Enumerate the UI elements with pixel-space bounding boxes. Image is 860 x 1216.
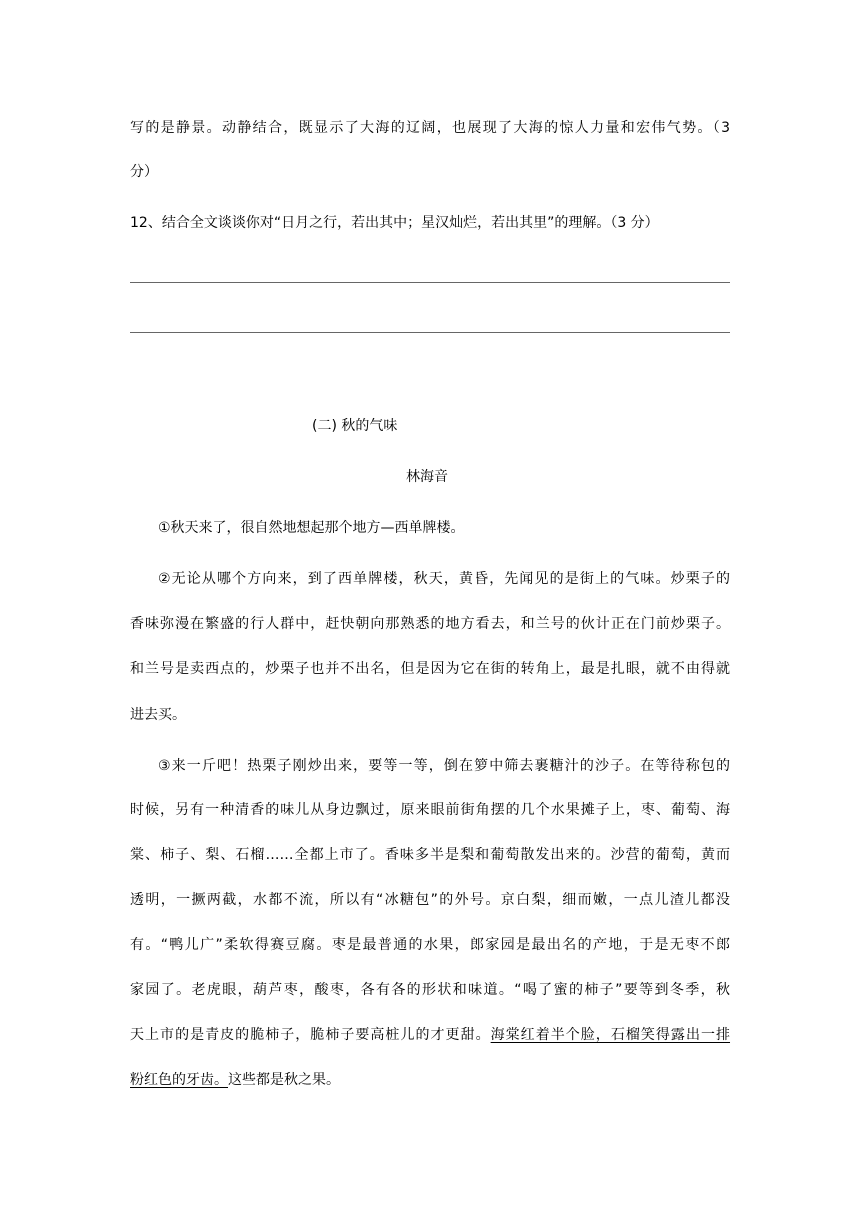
paragraph-2-line-4: 进去买。 — [130, 707, 186, 723]
paragraph-3-line-3: 棠、柿子、梨、石榴……全都上市了。香味多半是梨和葡萄散发出来的。沙营的葡萄，黄而 — [130, 847, 730, 863]
paragraph-3-line-8 — [130, 1070, 730, 1090]
section-heading: (二) 秋的气味 — [312, 418, 398, 434]
previous-answer-line-1: 写的是静景。动静结合，既显示了大海的辽阔，也展现了大海的惊人力量和宏伟气势。（3 — [130, 120, 730, 136]
paragraph-3-line-7-text: 天上市的是青皮的脆柿子，脆柿子要高桩儿的才更甜。 — [130, 1027, 491, 1043]
paragraph-3-line-5: 有。“鸭儿广”柔软得赛豆腐。枣是最普通的水果，郎家园是最出名的产地，于是无枣不郎 — [130, 937, 730, 953]
paragraph-3-line-6: 家园了。老虎眼，葫芦枣，酸枣，各有各的形状和味道。“喝了蜜的柿子”要等到冬季，秋 — [130, 982, 730, 998]
answer-line-1 — [130, 282, 730, 283]
paragraph-2-line-3: 和兰号是卖西点的，炒栗子也并不出名，但是因为它在街的转角上，最是扎眼，就不由得就 — [130, 661, 730, 677]
paragraph-3-line-1: ③来一斤吧！热栗子刚炒出来，要等一等，倒在箩中筛去裹糖汁的沙子。在等待称包的 — [158, 758, 730, 774]
author-name: 林海音 — [406, 469, 448, 485]
paragraph-1-line-1: ①秋天来了，很自然地想起那个地方—西单牌楼。 — [158, 520, 465, 536]
question-12: 12、结合全文谈谈你对“日月之行，若出其中；星汉灿烂，若出其里”的理解。（3 分） — [130, 215, 659, 231]
underlined-sentence-part-1: 海棠红着半个脸，石榴笑得露出一排 — [490, 1027, 731, 1043]
paragraph-3-line-2: 时候，另有一种清香的味儿从身边飘过，原来眼前街角摆的几个水果摊子上，枣、葡萄、海 — [130, 802, 730, 818]
paragraph-3-line-8-text: 这些都是秋之果。 — [228, 1072, 340, 1088]
paragraph-2-line-1: ②无论从哪个方向来，到了西单牌楼，秋天，黄昏，先闻见的是街上的气味。炒栗子的 — [158, 571, 730, 587]
previous-answer-line-2: 分） — [130, 164, 158, 180]
paragraph-3-line-4: 透明，一撅两截，水都不流，所以有“冰糖包”的外号。京白梨，细而嫩，一点儿渣儿都没 — [130, 892, 730, 908]
paragraph-2-line-2: 香味弥漫在繁盛的行人群中，赶快朝向那熟悉的地方看去，和兰号的伙计正在门前炒栗子。 — [130, 616, 730, 632]
underlined-sentence-part-2: 粉红色的牙齿。 — [130, 1072, 228, 1088]
answer-line-2 — [130, 332, 730, 333]
paragraph-3-line-7 — [130, 1025, 730, 1045]
